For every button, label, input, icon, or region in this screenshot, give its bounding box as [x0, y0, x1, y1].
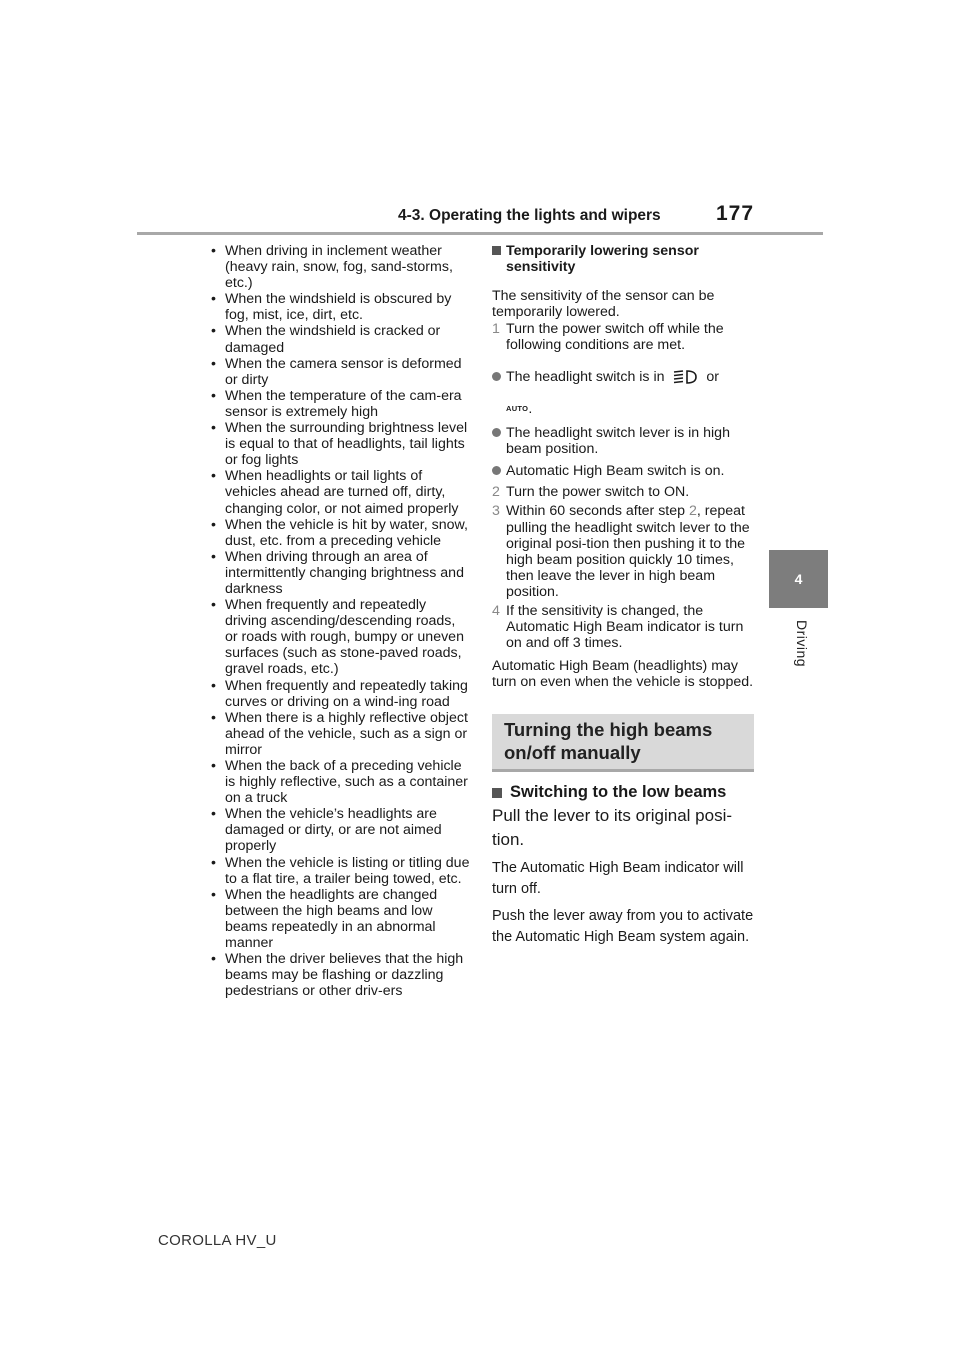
page-number: 177 [716, 202, 755, 225]
list-item: • When the vehicle is hit by water, snow, dust, etc. from a preceding vehicle [209, 517, 471, 549]
step-text: Within 60 seconds after step 2, repeat pulling the headlight switch lever to the original posi-tion then pushing it to the high beam position quickly 10 times, then leave the lever in high beam position. [506, 503, 750, 600]
square-bullet-icon [492, 246, 501, 255]
list-item: • When the surrounding brightness level is equal to that of headlights, tail lights or fog lights [209, 420, 471, 468]
footer-model: COROLLA HV_U [158, 1232, 277, 1249]
header-divider [137, 232, 823, 235]
list-item: • When the vehicle’s headlights are damaged or dirty, or are not aimed properly [209, 806, 471, 854]
step-4 [492, 603, 754, 651]
list-item: • When the back of a preceding vehicle is highly reflective, such as a container on a truck [209, 758, 471, 806]
step-number: 2 [492, 484, 500, 501]
step-text: Turn the power switch off while the following conditions are met. [506, 321, 724, 354]
circle-bullet-icon [492, 466, 501, 475]
circle-bullet-icon [492, 372, 501, 381]
list-item: • When the windshield is cracked or damaged [209, 323, 471, 355]
list-item: • When the vehicle is listing or titling due to a flat tire, a trailer being towed, etc. [209, 855, 471, 887]
step-number: 1 [492, 321, 500, 338]
list-item: • When headlights or tail lights of vehicles ahead are turned off, dirty, changing color, or not aimed properly [209, 468, 471, 516]
step-3 [492, 503, 754, 600]
sensitivity-heading: Temporarily lowering sensor sensitivity [492, 243, 754, 275]
list-item: • When frequently and repeatedly taking curves or driving on a wind-ing road [209, 678, 471, 710]
step-text: If the sensitivity is changed, the Automatic High Beam indicator is turn on and off 3 times. [506, 603, 744, 652]
step-number: 4 [492, 603, 500, 620]
list-item: • When the windshield is obscured by fog, mist, ice, dirt, etc. [209, 291, 471, 323]
circle-bullet-icon [492, 428, 501, 437]
reactivate-note: Push the lever away from you to activate the Automatic High Beam system again. [492, 907, 754, 945]
list-item: • When frequently and repeatedly driving ascending/descending roads, or roads with rough, bumpy or uneven surfaces (such as stone-paved roads, gravel roads, etc.) [209, 597, 471, 677]
step-text: Turn the power switch to ON. [506, 484, 690, 501]
chapter-number: 4 [794, 571, 803, 587]
list-item: • When there is a highly reflective object ahead of the vehicle, such as a sign or mirror [209, 710, 471, 758]
left-column [209, 243, 471, 999]
list-item: • When the camera sensor is deformed or dirty [209, 356, 471, 388]
condition-lever-high-beam: The headlight switch lever is in high beam position. [492, 425, 754, 457]
list-item: • When driving in inclement weather (heavy rain, snow, fog, sand-storms, etc.) [209, 243, 471, 291]
step-1 [492, 321, 754, 353]
condition-list [209, 243, 471, 999]
list-item: • When driving through an area of intermittently changing brightness and darkness [209, 549, 471, 597]
list-item: • When the temperature of the cam-era sensor is extremely high [209, 388, 471, 420]
chapter-label: Driving [794, 620, 810, 668]
square-bullet-icon [492, 788, 502, 798]
chapter-tab [769, 550, 828, 608]
list-item: • When the headlights are changed between the high beams and low beams repeatedly in an abnormal manner [209, 887, 471, 951]
indicator-off-note: The Automatic High Beam indicator will turn off. [492, 859, 744, 897]
low-beam-heading: Switching to the low beams [492, 784, 754, 800]
headlight-icon [672, 369, 698, 385]
step-reference: 2 [688, 503, 697, 520]
condition-headlight-switch: The headlight switch is in or AUTO. [492, 369, 754, 418]
condition-ahb-switch: Automatic High Beam switch is on. [492, 463, 754, 479]
auto-icon: AUTO [506, 404, 529, 414]
step-number: 3 [492, 503, 500, 520]
low-beam-instruction: Pull the lever to its original posi-tion. [492, 805, 733, 849]
running-header-title: 4-3. Operating the lights and wipers [398, 207, 661, 224]
section-heading-box: Turning the high beams on/off manually [492, 714, 754, 772]
stopped-vehicle-note: Automatic High Beam (headlights) may turn on even when the vehicle is stopped. [492, 658, 754, 691]
right-column [492, 243, 754, 948]
list-item: • When the driver believes that the high beams may be flashing or dazzling pedestrians or other driv-ers [209, 951, 471, 999]
step-2 [492, 484, 754, 500]
sensitivity-intro: The sensitivity of the sensor can be temporarily lowered. [492, 288, 715, 321]
